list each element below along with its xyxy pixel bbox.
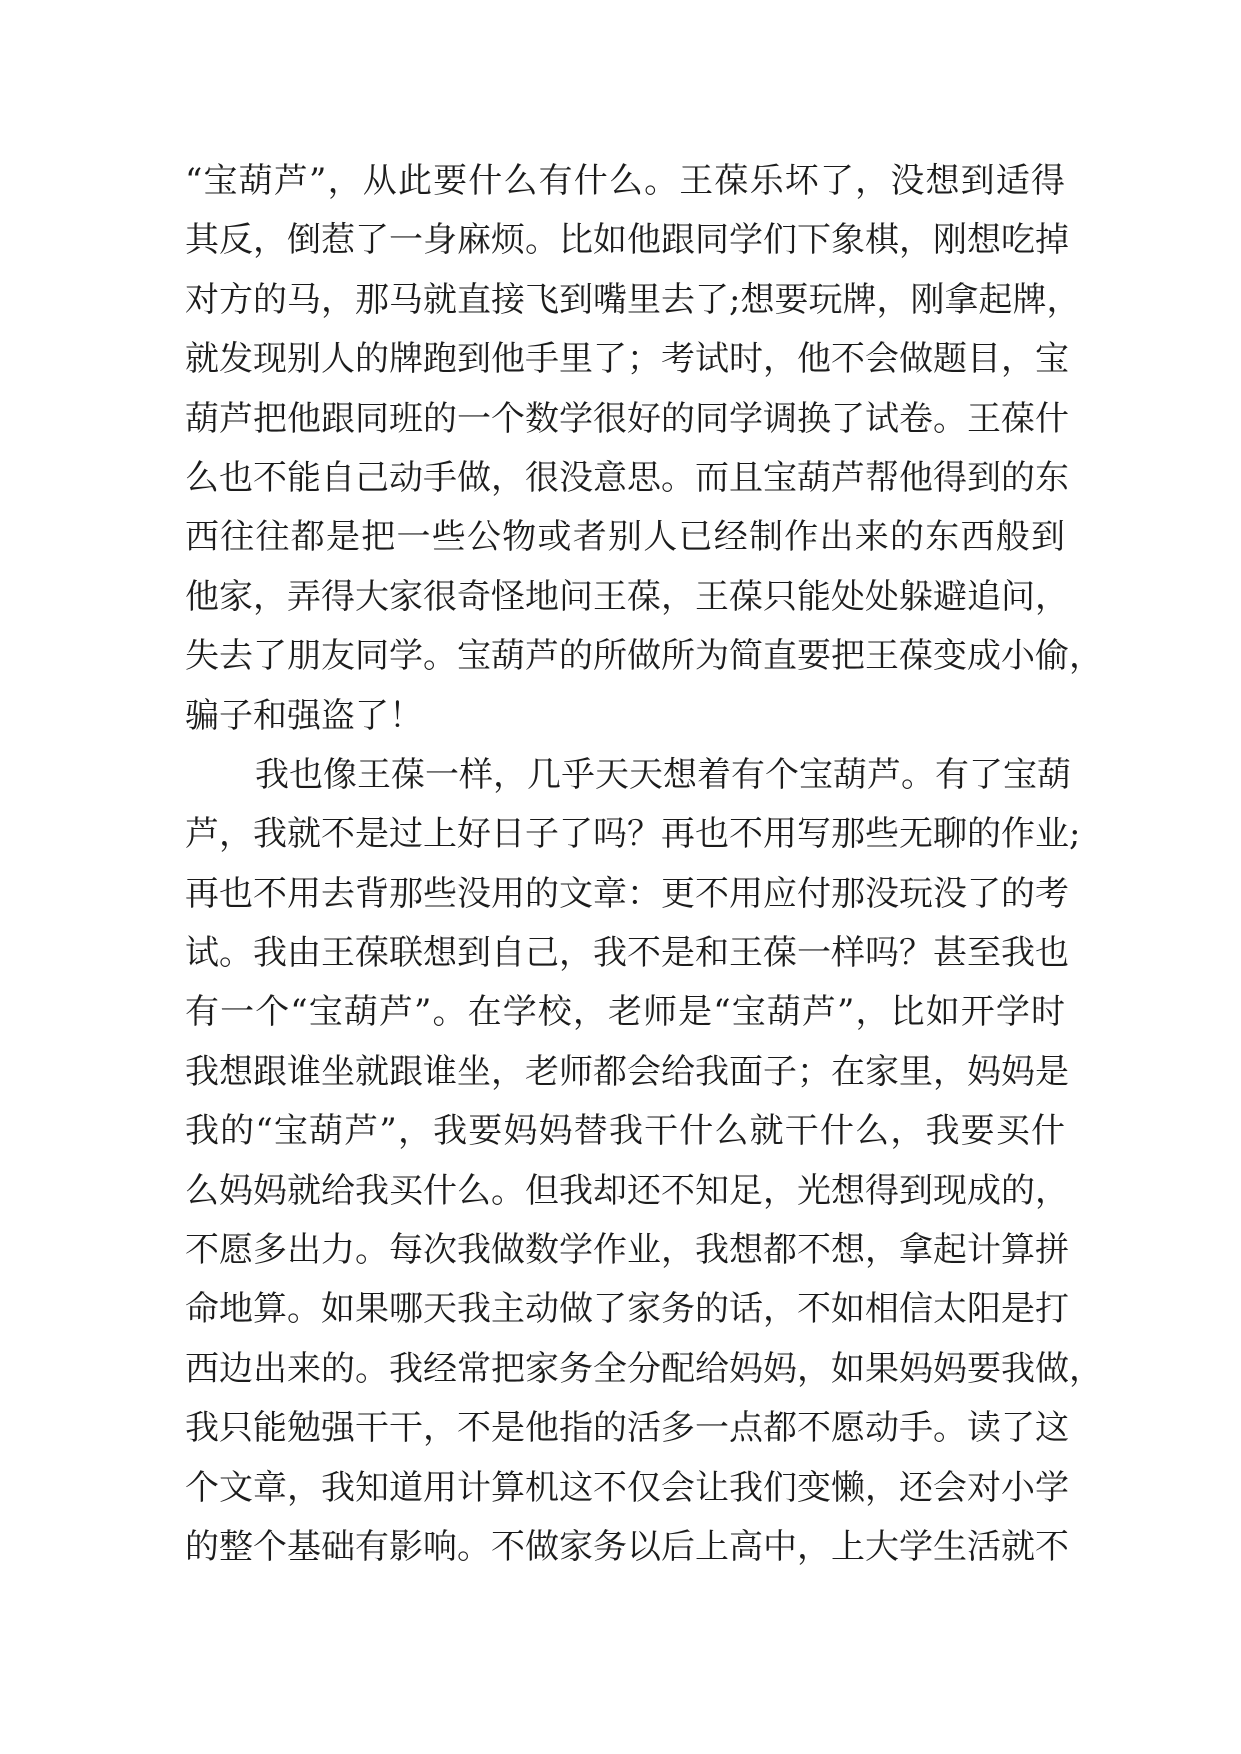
text-line: 就发现别人的牌跑到他手里了；考试时，他不会做题目，宝 xyxy=(185,339,1069,380)
text-line: 不愿多出力。每次我做数学作业，我想都不想，拿起计算拼 xyxy=(185,1230,1069,1271)
text-line: 葫芦把他跟同班的一个数学很好的同学调换了试卷。王葆什 xyxy=(185,398,1069,439)
text-line: 么也不能自己动手做，很没意思。而且宝葫芦帮他得到的东 xyxy=(185,457,1069,498)
text-line: 西边出来的。我经常把家务全分配给妈妈，如果妈妈要我做， xyxy=(185,1348,1103,1389)
text-line: 再也不用去背那些没用的文章：更不用应付那没玩没了的考 xyxy=(185,873,1069,914)
text-line: 有一个“宝葫芦”。在学校，老师是“宝葫芦”，比如开学时 xyxy=(185,992,1065,1033)
body-text xyxy=(185,152,1103,1577)
text-line: 失去了朋友同学。宝葫芦的所做所为简直要把王葆变成小偷， xyxy=(185,636,1103,677)
text-line: 西往往都是把一些公物或者别人已经制作出来的东西般到 xyxy=(185,517,1065,558)
text-line: 试。我由王葆联想到自己，我不是和王葆一样吗？甚至我也 xyxy=(185,933,1069,974)
text-line: 他家，弄得大家很奇怪地问王葆，王葆只能处处躲避追问， xyxy=(185,576,1069,617)
text-line: 其反，倒惹了一身麻烦。比如他跟同学们下象棋，刚想吃掉 xyxy=(185,220,1069,261)
text-line: “宝葫芦”，从此要什么有什么。王葆乐坏了，没想到适得 xyxy=(185,161,1065,201)
text-line: 我只能勉强干干，不是他指的活多一点都不愿动手。读了这 xyxy=(185,1408,1069,1449)
text-line: 芦，我就不是过上好日子了吗？再也不用写那些无聊的作业; xyxy=(185,814,1081,855)
text-line: 骗子和强盗了！ xyxy=(185,695,423,736)
text-line: 的整个基础有影响。不做家务以后上高中，上大学生活就不 xyxy=(185,1526,1069,1567)
text-line: 么妈妈就给我买什么。但我却还不知足，光想得到现成的， xyxy=(185,1170,1069,1211)
text-line: 我想跟谁坐就跟谁坐，老师都会给我面子；在家里，妈妈是 xyxy=(185,1051,1069,1092)
text-line: 个文章，我知道用计算机这不仅会让我们变懒，还会对小学 xyxy=(185,1467,1069,1508)
text-line: 我也像王葆一样，几乎天天想着有个宝葫芦。有了宝葫 xyxy=(255,754,1071,795)
text-line: 我的“宝葫芦”，我要妈妈替我干什么就干什么，我要买什 xyxy=(185,1111,1065,1152)
text-line: 对方的马，那马就直接飞到嘴里去了;想要玩牌，刚拿起牌， xyxy=(185,279,1081,320)
text-line: 命地算。如果哪天我主动做了家务的话，不如相信太阳是打 xyxy=(185,1289,1069,1330)
